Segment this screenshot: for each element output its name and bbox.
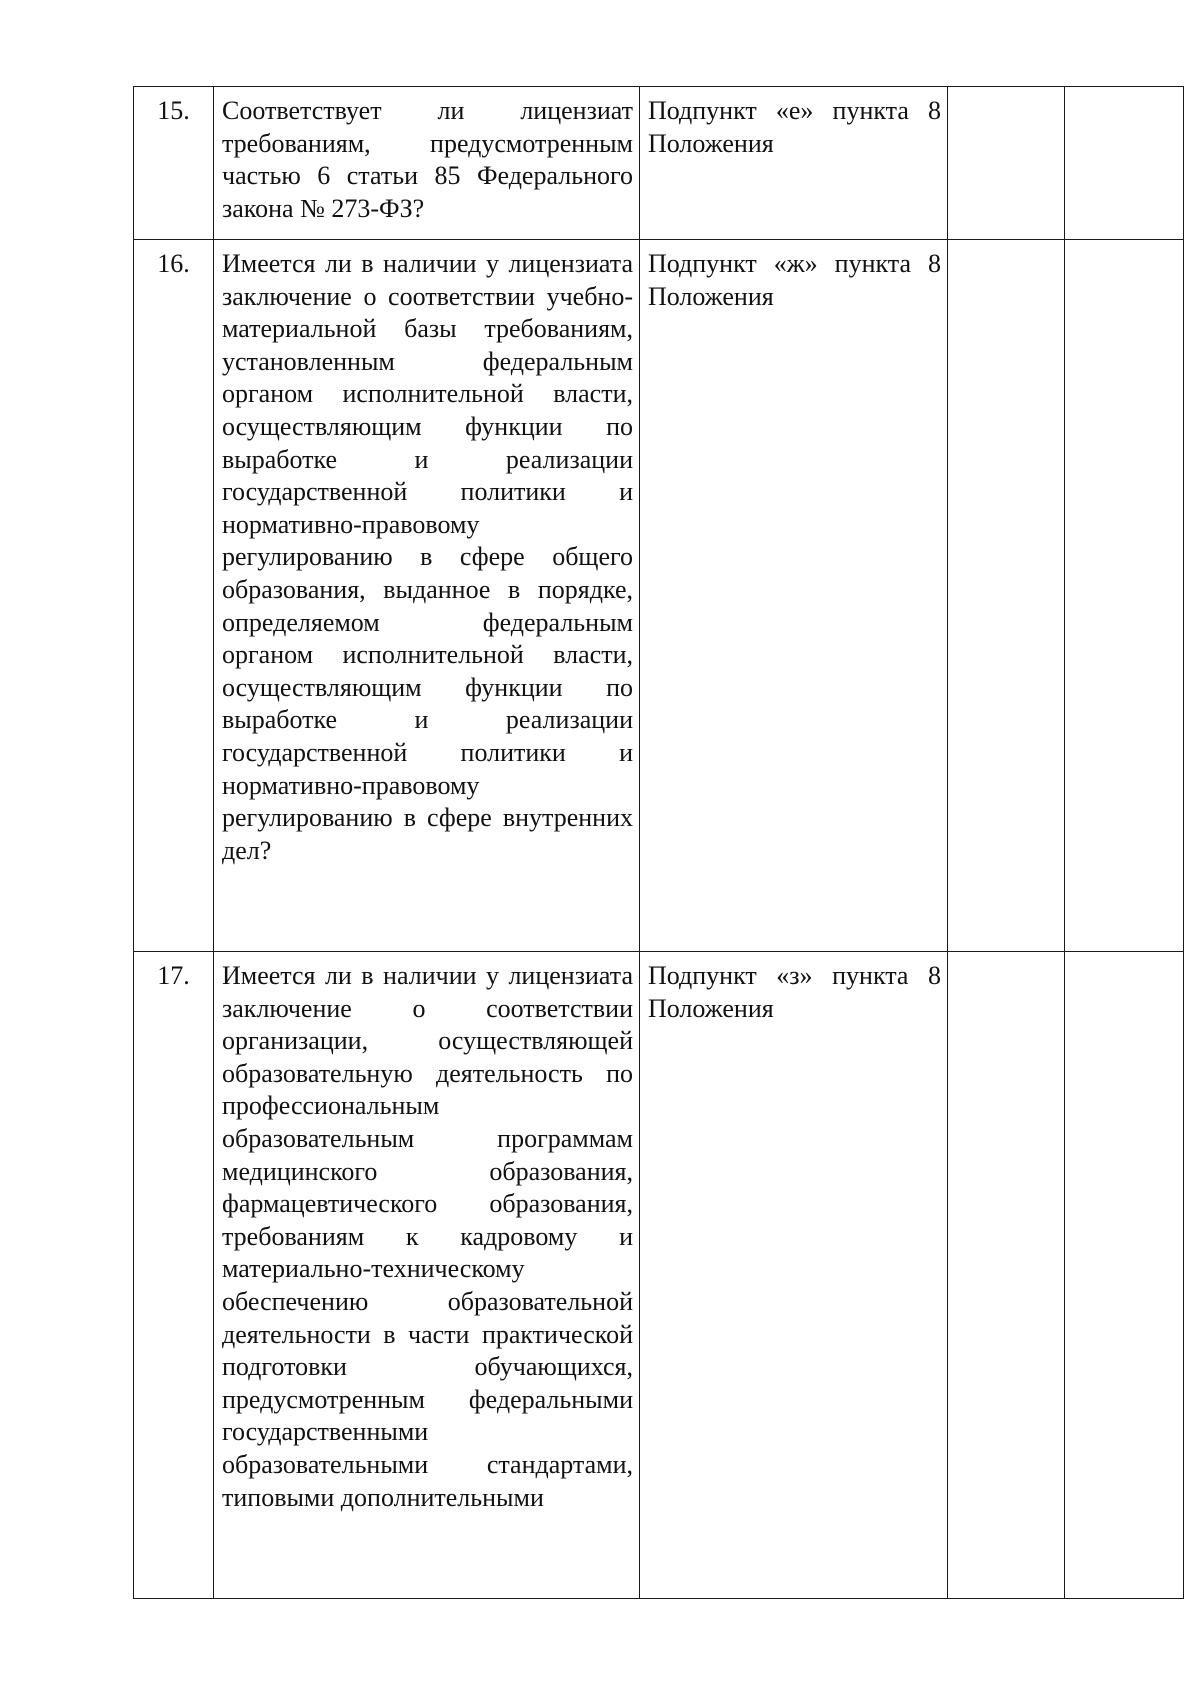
- legal-basis-cell: Подпункт «ж» пункта 8 Положения: [640, 240, 948, 952]
- table-row: [134, 240, 1184, 952]
- answer-cell: [948, 240, 1065, 952]
- row-number: 17.: [134, 952, 214, 1599]
- question-cell: Соответствует ли лицензиат требованиям, предусмотренным частью 6 статьи 85 Федерального закона № 273-ФЗ?: [214, 87, 640, 240]
- row-number: 15.: [134, 87, 214, 240]
- answer-cell: [948, 952, 1065, 1599]
- legal-basis-cell: Подпункт «з» пункта 8 Положения: [640, 952, 948, 1599]
- note-cell: [1065, 240, 1184, 952]
- note-cell: [1065, 952, 1184, 1599]
- legal-basis-cell: Подпункт «е» пункта 8 Положения: [640, 87, 948, 240]
- note-cell: [1065, 87, 1184, 240]
- row-number: 16.: [134, 240, 214, 952]
- table-row: [134, 952, 1184, 1599]
- checklist-table: [133, 86, 1184, 1599]
- answer-cell: [948, 87, 1065, 240]
- table-row: [134, 87, 1184, 240]
- question-cell: Имеется ли в наличии у лицензиата заключение о соответствии организации, осуществляющей образовательную деятельность по профессиональным образовательным программам медицинского образования, фармацевтического образования, требованиям к кадровому и материально-техническому обеспечению образовательной деятельности в части практической подготовки обучающихся, предусмотренным федеральными государственными образовательными стандартами, типовыми дополнительными: [214, 952, 640, 1599]
- question-cell: Имеется ли в наличии у лицензиата заключение о соответствии учебно-материальной базы требованиям, установленным федеральным органом исполнительной власти, осуществляющим функции по выработке и реализации государственной политики и нормативно-правовому регулированию в сфере общего образования, выданное в порядке, определяемом федеральным органом исполнительной власти, осуществляющим функции по выработке и реализации государственной политики и нормативно-правовому регулированию в сфере внутренних дел?: [214, 240, 640, 952]
